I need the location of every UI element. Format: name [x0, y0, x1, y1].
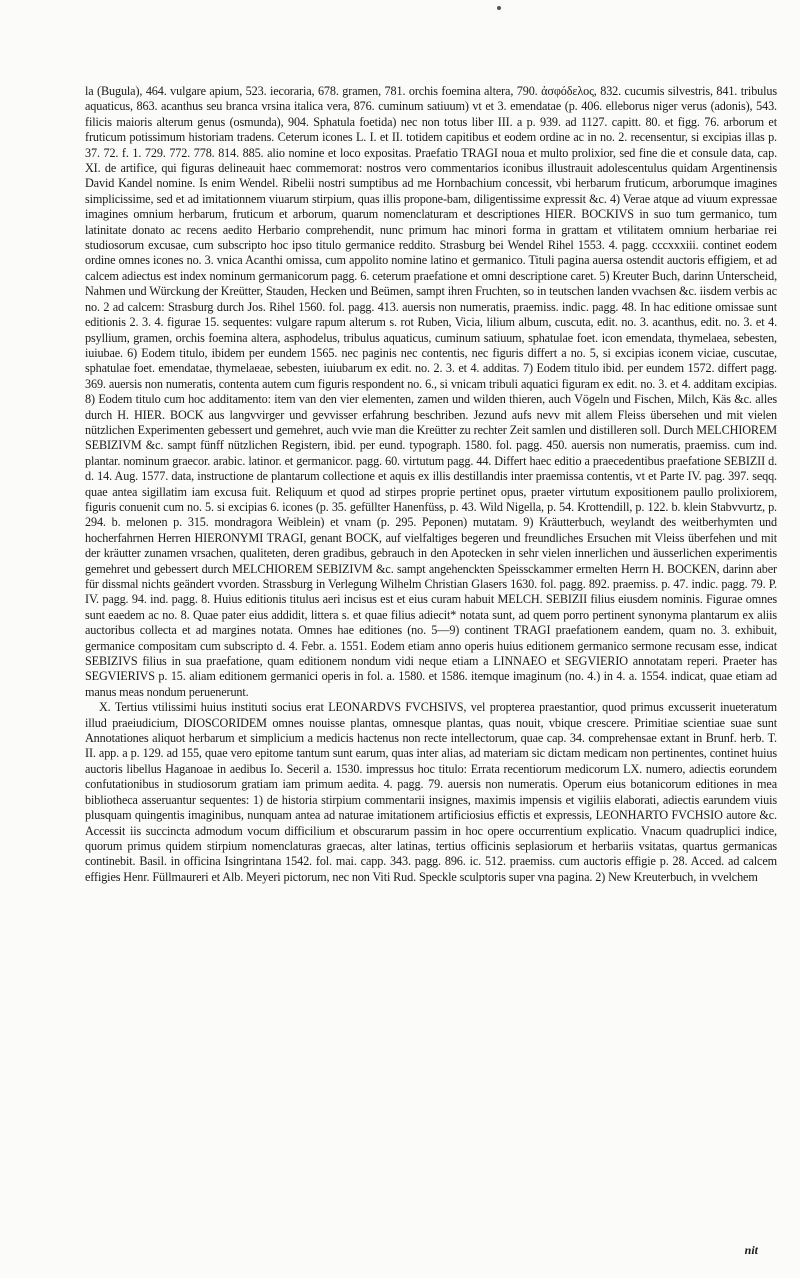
catchword: nit [744, 1243, 758, 1257]
body-text [85, 84, 777, 885]
paragraph-bibliography: la (Bugula), 464. vulgare apium, 523. iecoraria, 678. gramen, 781. orchis foemina altera, 790. ἀσφόδελος, 832. cucumis silvestris, 841. tribulus aquaticus, 863. acanthus seu branca vrsina italica vera, 876. cuminum satiuum) vt et 3. emendatae (p. 406. elleborus niger verus (adonis), 543. filicis maioris alterum genus (osmunda), 904. Sphatula foetida) nec non totus liber III. a p. 939. ad 1127. capitt. 80. et figg. 76. arborum et fruticum potissimum historiam tradens. Ceterum icones L. I. et II. totidem capitibus et eodem ordine ac in no. 2. recensentur, si excipias illas p. 37. 72. f. 1. 729. 772. 778. 814. 885. alio nomine et loco expositas. Praefatio TRAGI noua et multo prolixior, sed fine die et consule data, cap. XI. de artifice, qui figuras delineauit haec commemorat: nostros vero commentarios iconibus illustrauit adolescentulus quidam Argentinensis David Kandel nomine. Is enim Wendel. Ribelii nostri sumptibus ad me Hornbachium concessit, vbi herbarum fruticum, arborumque imagines simplicissime, sed et ad imitationnem viuarum stirpium, quas illis propone-bam, diligentissime expressit &c. 4) Verae atque ad viuum expressae imagines omnium herbarum, fruticum et arborum, quarum nomenclaturam et descriptiones HIER. BOCKIVS in suo tum germanico, tum latinitate donato ac recens aedito Herbario comprehendit, nunc primum hac minori forma in grattam et vtilitatem omnium herbariae rei studiosorum excusae, cum subscripto hoc ipso titulo germanice reddito. Strasburg bei Wendel Rihel 1553. 4. pagg. cccxxxiii. continet eodem ordine omnes icones no. 3. vnica Acanthi omissa, cum appolito nomine latino et germanico. Tituli pagina auersa ostendit auctoris effigiem, et ad calcem adiectus est index nominum germanicorum pagg. 6. ceterum praefatione et omni descriptione caret. 5) Kreuter Buch, darinn Unterscheid, Nahmen und Würckung der Kreütter, Stauden, Hecken und Beümen, sampt ihren Fruchten, so in teutschen landen vvachsen &c. iisdem verbis ac no. 2 ad calcem: Strasburg durch Jos. Rihel 1560. fol. pagg. 413. auersis non numeratis, praemiss. indic. pagg. 48. In hac editione omissae sunt editionis 2. 3. 4. figurae 15. sequentes: vulgare rapum alterum s. rot Ruben, Vicia, lilium album, cuscuta, edit. no. 3. acanthus, edit. no. 3. et 4. psyllium, gramen, orchis foemina altera, asphodelus, tribulus aquaticus, cuminum satiuum, sphatulae foet. icon emendata, thymelaea, sebesten, iuiubae. 6) Eodem titulo, ibidem per eundem 1565. nec paginis nec contentis, nec figuris differt a no. 5, si excipias iconem viciae, cuscutae, sphatulae foet. emendatae, thymelaeae, sebesten, iuiubarum ex edit. no. 2. 3. et 4. additas. 7) Eodem titulo ibid. per eundem 1572. differt pagg. 369. auersis non numeratis, contenta autem cum figuris respondent no. 6., si vnicam tribuli aquatici figuram ex edit. no. 3. et 4. additam excipias. 8) Eodem titulo cum hoc additamento: item van den vier elementen, zamen und wilden thieren, auch Vögeln und Fischen, Milch, Käs &c. alles durch H. HIER. BOCK aus langvvirger und gevvisser erfahrung beschriben. Jezund aufs nevv mit allem Fleiss übersehen und mit vielen nützlichen Experimenten gebessert und gemehret, auch vvie man die Kreütter zu rechter Zeit samlen und distilleren soll. Durch MELCHIOREM SEBIZIVM &c. sampt fünff nützlichen Registern, ibid. per eund. typograph. 1580. fol. pagg. 450. auersis non numeratis, praemiss. cum ind. plantar. nominum graecor. arabic. latinor. et germanicor. pagg. 60. virtutum pagg. 44. Differt haec editio a praecedentibus praefatione SEBIZII d. d. 14. Aug. 1577. data, instructione de plantarum collectione et aquis ex illis destillandis inter praemissa contentis, vt et Parte IV. pag. 397. seqq. quae antea sigillatim iam excusa fuit. Reliquum et quod ad stirpes proprie pertinet opus, praeter virtutum expositionem paullo prolixiorem, figuris conuenit cum no. 5. si excipias 6. icones (p. 35. gefüllter Hanenfüss, p. 43. Wild Nigella, p. 54. Krottendill, p. 122. b. klein Stabvvurtz, p. 294. b. melonen p. 315. mondragora Weiblein) et vnam (p. 295. Peponen) mutatam. 9) Kräutterbuch, weylandt des weitberhymten und hocherfahrnen Herren HIERONYMI TRAGI, genant BOCK, auf vielfaltiges begeren und freundliches Ersuchen mit Vleiss überfehen und mit der kräutter zunamen vrsachen, qualiteten, deren gradibus, gebrauch in den Apotecken in sehr vielen innerlichen und äusserlichen experimentis gemehret und gebessert durch MELCHIOREM SEBIZIVM &c. sampt angehenckten Speissckammer ermelten Herrn H. BOCKEN, darinn aber für dissmal nichts geändert vvorden. Strassburg in Verlegung Wilhelm Christian Glasers 1630. fol. pagg. 892. praemiss. p. 47. indic. pagg. 79. P. IV. pagg. 94. ind. pagg. 8. Huius editionis titulus aeri incisus est et eius curam habuit MELCH. SEBIZII filius eiusdem nominis. Figurae omnes sunt eaedem ac no. 8. Quae pater eius addidit, littera s. et quae filius adiecit* notata sunt, ad quem porro pertinent synonyma plantarum ex aliis auctoribus collecta et ad margines notata. Omnes hae editiones (no. 5—9) continent TRAGI praefationem eandem, quam no. 3. exhibuit, germanice compositam cum subscripto d. 4. Febr. a. 1551. Eodem etiam anno operis huius editionem germanico sermone recusam esse, indicat SEBIZIVS filius in sua praefatione, quam editionem nondum vidi neque etiam a LINNAEO et SEGVIERIO annotatam reperi. Praeter has SEGVIERIVS p. 15. aliam editionem germanici operis in fol. a. 1580. et 1586. itemque imaginum (no. 4.) in 4. a. 1554. indicat, quae etiam ad manus meas nondum peruenerunt. [85, 84, 777, 699]
ink-speck [497, 6, 501, 10]
paragraph-fuchsius: X. Tertius vtilissimi huius instituti socius erat LEONARDVS FVCHSIVS, vel propterea praestantior, quod primus excusserit inueteratum illud praeiudicium, DIOSCORIDEM omnes nouisse plantas, omnesque plantas, quas nouit, vbique crescere. Primitiae scientiae suae sunt Annotationes aliquot herbarum et simplicium a medicis hactenus non recte intellectorum, quae cap. 34. comprehensae extant in Brunf. herb. T. II. app. a p. 129. ad 155, quae vero epitome tantum sunt earum, quas inter alias, ad materiam sic dictam medicam non pertinentes, continet huius auctoris libellus Haganoae in aedibus Io. Seceril a. 1530. impressus hoc titulo: Errata recentiorum medicorum LX. numero, adiectis eorundem confutationibus in studiosorum gratiam iam primum aedita. 4. pagg. 79. auersis non numeratis. Operum eius botanicorum editiones in mea bibliotheca asseruantur sequentes: 1) de historia stirpium commentarii insignes, maximis impensis et vigiliis elaborati, adiectis earundem viuis plusquam quingentis imaginibus, nunquam antea ad naturae imitationem artificiosius effictis et expressis, LEONHARTO FVCHSIO autore &c. Accessit iis succincta admodum vocum difficilium et obscurarum passim in hoc opere occurrentium explicatio. Vnacum quadruplici indice, quorum primus quidem stirpium nomenclaturas graecas, alter latinas, tertius officinis seplasiorum et herbariis vsitatas, quartus germanicas continebit. Basil. in officina Isingrintana 1542. fol. mai. capp. 343. pagg. 896. ic. 512. praemiss. cum auctoris effigie p. 28. Acced. ad calcem effigies Henr. Füllmaureri et Alb. Meyeri pictorum, nec non Viti Rud. Speckle sculptoris super vna pagina. 2) New Kreuterbuch, in vvelchem [85, 700, 777, 884]
